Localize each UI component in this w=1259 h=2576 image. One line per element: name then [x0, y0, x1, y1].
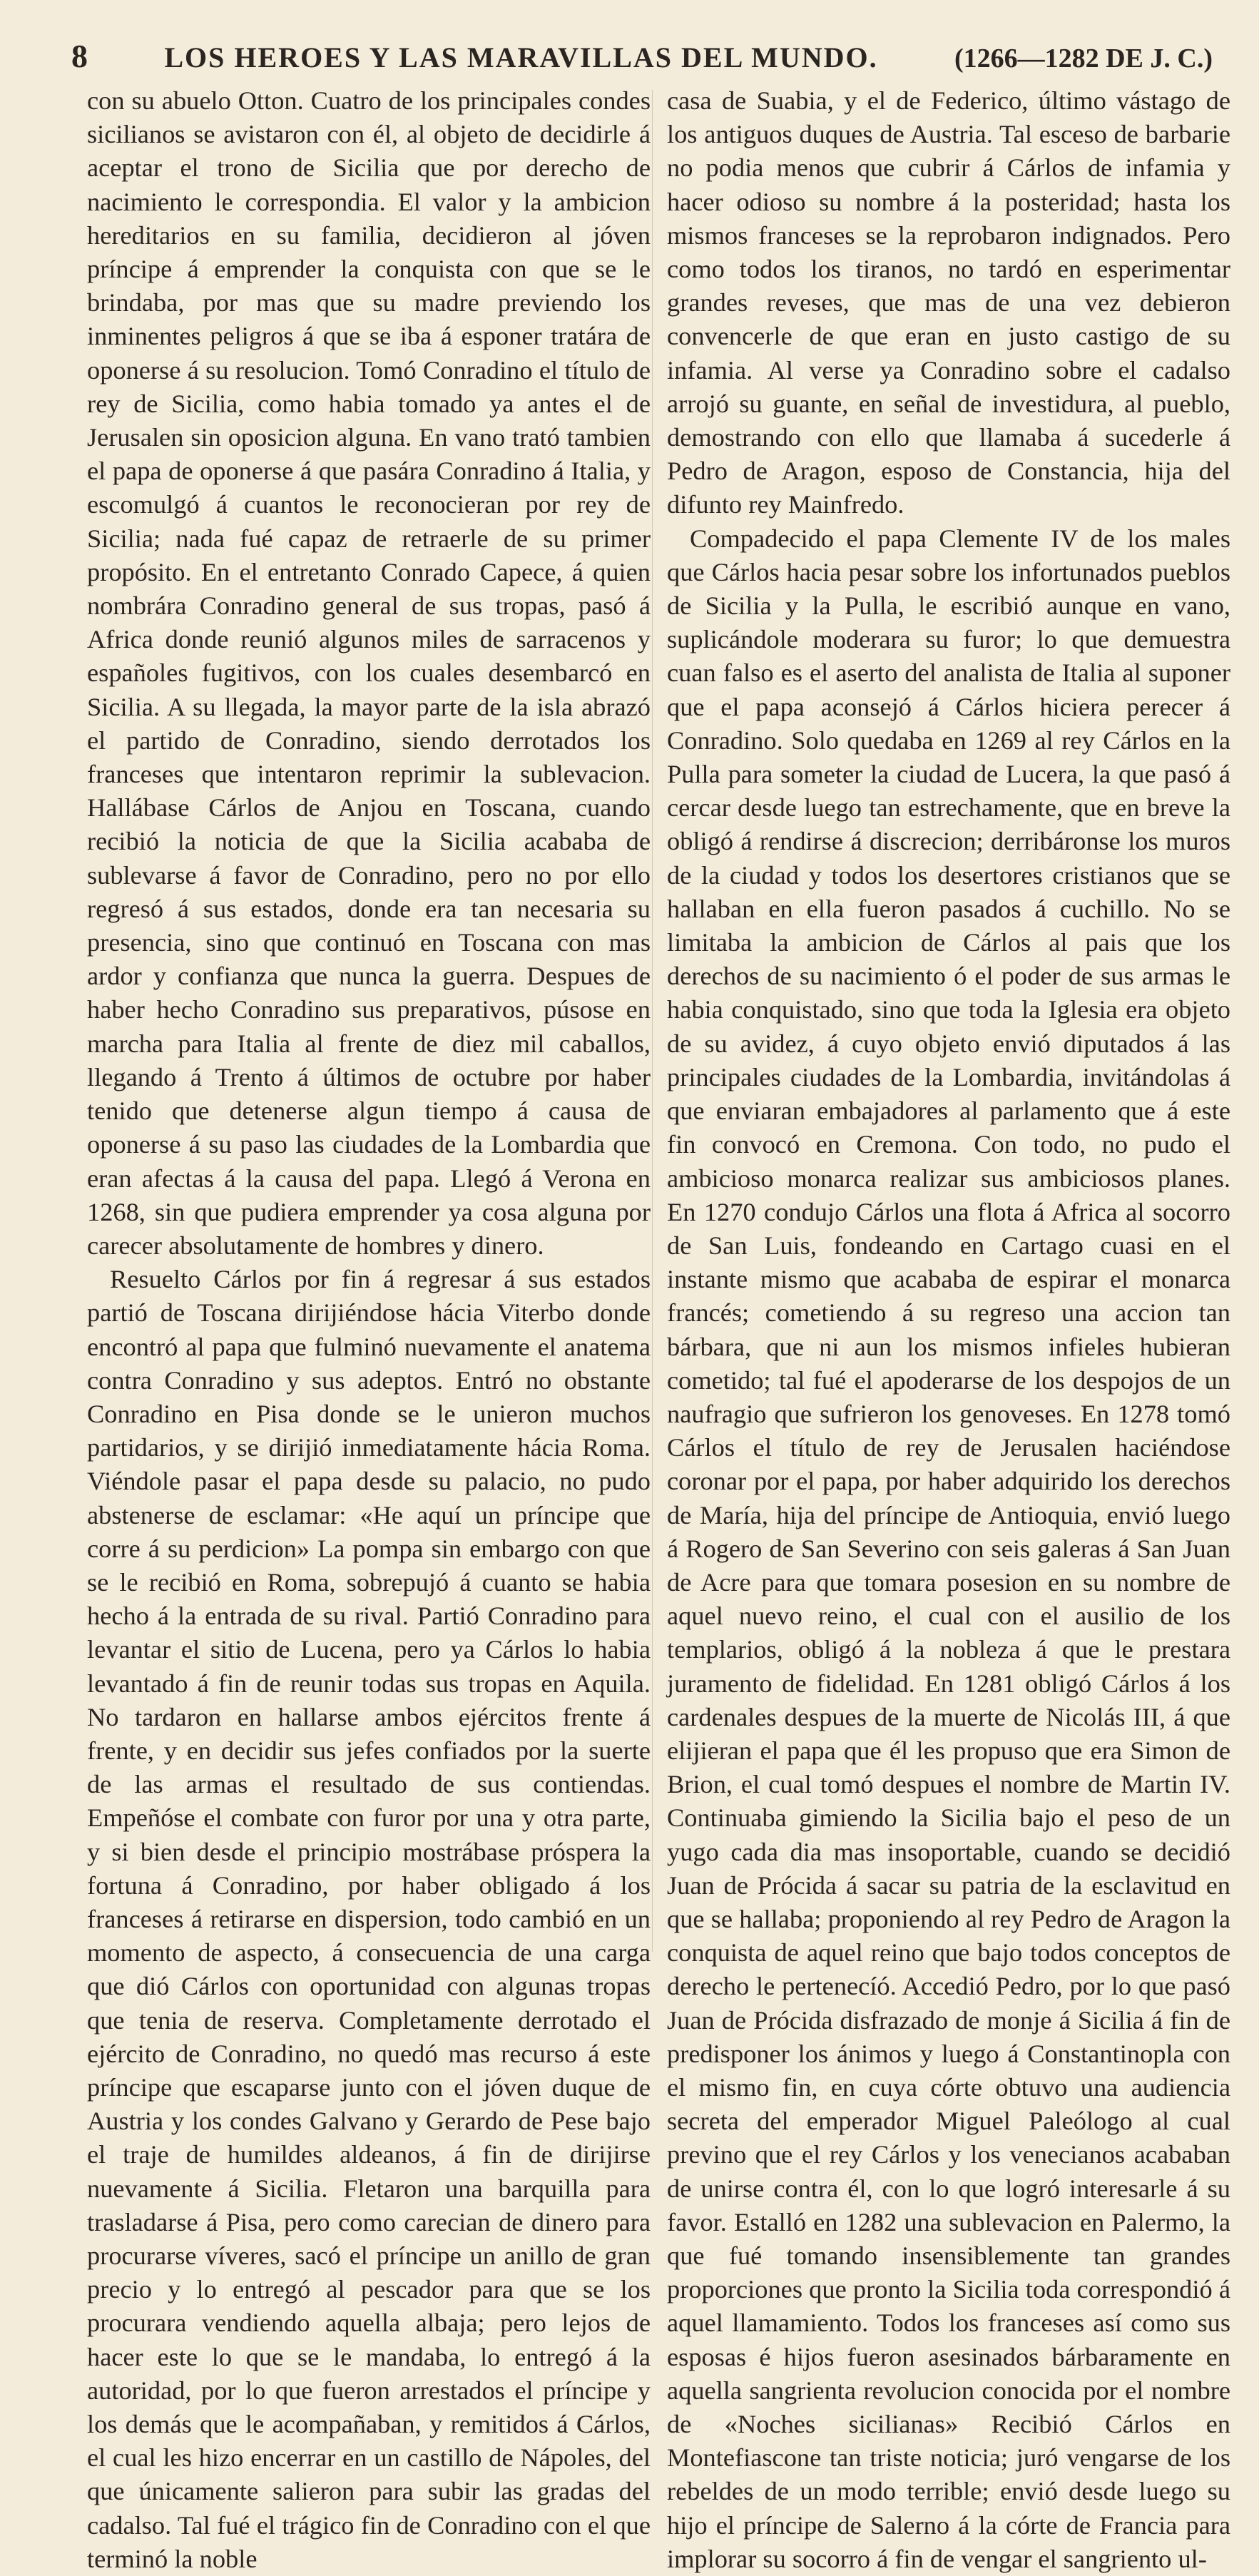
paragraph: Compadecido el papa Clemente IV de los males que Cárlos hacia pesar sobre los infortunados pueblos de Sicilia y la Pulla, le escribió aunque en vano, suplicándole moderara su furor; lo que demuestra cuan falso es el aserto del analista de Italia al suponer que el papa aconsejó á Cárlos hiciera perecer á Conradino. Solo quedaba en 1269 al rey Cárlos en la Pulla para someter la ciudad de Lucera, la que pasó á cercar desde luego tan estrechamente, que en breve la obligó á rendirse á discrecion; derribáronse los muros de la ciudad y todos los desertores cristianos que se hallaban en ella fueron pasados á cuchillo. No se limitaba la ambicion de Cárlos al pais que los derechos de su nacimiento ó el poder de sus armas le habia conquistado, sino que toda la Iglesia era objeto de su avidez, á cuyo objeto envió diputados á las principales ciudades de la Lombardia, invitándolas á que enviaran embajadores al parlamento que á este fin convocó en Cremona. Con todo, no pudo el ambicioso monarca realizar sus ambiciosos planes. En 1270 condujo Cárlos una flota á Africa al socorro de San Luis, fondeando en Cartago cuasi en el instante mismo que acababa de espirar el monarca francés; cometiendo á su regreso una accion tan bárbara, que ni aun los mismos infieles hubieran cometido; tal fué el apoderarse de los despojos de un naufragio que sufrieron los genoveses. En 1278 tomó Cárlos el título de rey de Jerusalen haciéndose coronar por el papa, por haber adquirido los derechos de María, hija del príncipe de Antioquia, envió luego á Rogero de San Severino con seis galeras á San Juan de Acre para que tomara posesion en su nombre de aquel nuevo reino, el cual con el ausilio de los templarios, obligó á la nobleza á que le prestara juramento de fidelidad. En 1281 obligó Cárlos á los cardenales despues de la muerte de Nicolás III, á que elijieran el papa que él les propuso que era Simon de Brion, el cual tomó despues el nombre de Martin IV. Continuaba gimiendo la Sicilia bajo el peso de un yugo cada dia mas insoportable, cuando se decidió Juan de Prócida á sacar su patria de la esclavitud en que se hallaba; proponiendo al rey Pedro de Aragon la conquista de aquel reino que bajo todos conceptos de derecho le pertenecíó. Accedió Pedro, por lo que pasó Juan de Prócida disfrazado de monje á Sicilia á fin de predisponer los ánimos y luego á Constantinopla con el mismo fin, en cuya córte obtuvo una audiencia secreta del emperador Miguel Paleólogo al cual previno que el rey Cárlos y los venecianos acababan de unirse contra él, con lo que logró interesarle á su favor. Estalló en 1282 una sublevacion en Palermo, la que fué tomando insensiblemente tan grandes proporciones que pronto la Sicilia toda correspondió á aquel llamamiento. Todos los franceses así como sus esposas é hijos fueron asesinados bárbaramente en aquella sangrienta revolucion conocida por el nombre de «Noches sicilianas» Recibió Cárlos en Montefiascone tan triste noticia; juró vengarse de los rebeldes de un modo terrible; envió desde luego su hijo el príncipe de Salerno á la córte de Francia para implorar su socorro á fin de vengar el sangriento ul- [667, 524, 1230, 2573]
paragraph: con su abuelo Otton. Cuatro de los principales condes sicilianos se avistaron con él, al objeto de decidirle á aceptar el trono de Sicilia que por derecho de nacimiento le correspondia. El valor y la ambicion hereditarios en su familia, decidieron al jóven príncipe á emprender la conquista con que se le brindaba, por mas que su madre previendo los inminentes peligros á que se iba á esponer tratára de oponerse á su resolucion. Tomó Conradino el título de rey de Sicilia, como habia tomado ya antes el de Jerusalen sin oposicion alguna. En vano trató tambien el papa de oponerse á que pasára Conradino á Italia, y escomulgó á cuantos le reconocieran por rey de Sicilia; nada fué capaz de retraerle de su primer propósito. En el entretanto Conrado Capece, á quien nombrára Conradino general de sus tropas, pasó á Africa donde reunió algunos miles de sarracenos y españoles fugitivos, con los cuales desembarcó en Sicilia. A su llegada, la mayor parte de la isla abrazó el partido de Conradino, siendo derrotados los franceses que intentaron reprimir la sublevacion. Hallábase Cárlos de Anjou en Toscana, cuando recibió la noticia de que la Sicilia acababa de sublevarse á favor de Conradino, pero no por ello regresó á sus estados, donde era tan necesaria su presencia, sino que continuó en Toscana con mas ardor y confianza que nunca la guerra. Despues de haber hecho Conradino sus preparativos, púsose en marcha para Italia al frente de diez mil caballos, llegando á Trento á últimos de octubre por haber tenido que detenerse algun tiempo á causa de oponerse á su paso las ciudades de la Lombardia que eran afectas á la causa del papa. Llegó á Verona en 1268, sin que pudiera emprender ya cosa alguna por carecer absolutamente de hombres y dinero. [87, 86, 651, 1260]
right-column [667, 84, 1230, 2573]
running-header [71, 37, 1213, 80]
paragraph: casa de Suabia, y el de Federico, último vástago de los antiguos duques de Austria. Tal esceso de barbarie no podia menos que cubrir á Cárlos de infamia y hacer odioso su nombre á la posteridad; hasta los mismos franceses se la reprobaron indignados. Pero como todos los tiranos, no tardó en esperimentar grandes reveses, que mas de una vez debieron convencerle de que eran en justo castigo de su infamia. Al verse ya Conradino sobre el cadalso arrojó su guante, en señal de investidura, al pueblo, demostrando con ello que llamaba á sucederle á Pedro de Aragon, esposo de Constancia, hija del difunto rey Mainfredo. [667, 86, 1230, 519]
left-column [87, 84, 651, 2573]
column-divider [652, 90, 653, 1952]
date-range: (1266—1282 DE J. C.) [954, 44, 1213, 73]
paragraph: Resuelto Cárlos por fin á regresar á sus estados partió de Toscana dirijiéndose hácia Viterbo donde encontró al papa que fulminó nuevamente el anatema contra Conradino y sus adeptos. Entró no obstante Conradino en Pisa donde se le unieron muchos partidarios, y se dirijió inmediatamente hácia Roma. Viéndole pasar el papa desde su palacio, no pudo abstenerse de esclamar: «He aquí un príncipe que corre á su perdicion» La pompa sin embargo con que se le recibió en Roma, sobrepujó á cuanto se habia hecho á la entrada de su rival. Partió Conradino para levantar el sitio de Lucena, pero ya Cárlos lo habia levantado á fin de reunir todas sus tropas en Aquila. No tardaron en hallarse ambos ejércitos frente á frente, y en decidir sus jefes confiados por la suerte de las armas el resultado de sus contiendas. Empeñóse el combate con furor por una y otra parte, y si bien desde el principio mostrábase próspera la fortuna á Conradino, por haber obligado á los franceses á retirarse en dispersion, todo cambió en un momento de aspecto, á consecuencia de una carga que dió Cárlos con oportunidad con algunas tropas que tenia de reserva. Completamente derrotado el ejército de Conradino, no quedó mas recurso á este príncipe que escaparse junto con el jóven duque de Austria y los condes Galvano y Gerardo de Pese bajo el traje de humildes aldeanos, á fin de dirijirse nuevamente á Sicilia. Fletaron una barquilla para trasladarse á Pisa, pero como carecian de dinero para procurarse víveres, sacó el príncipe un anillo de gran precio y lo entregó al pescador para que se los procurara vendiendo aquella albaja; pero lejos de hacer este lo que se le mandaba, lo entregó á la autoridad, por lo que fueron arrestados el príncipe y los demás que le acompañaban, y remitidos á Cárlos, el cual les hizo encerrar en un castillo de Nápoles, del que únicamente salieron para subir las gradas del cadalso. Tal fué el trágico fin de Conradino con el que terminó la noble [87, 1265, 651, 2573]
page-number: 8 [71, 38, 88, 74]
running-title: LOS HEROES Y LAS MARAVILLAS DEL MUNDO. [164, 41, 878, 73]
